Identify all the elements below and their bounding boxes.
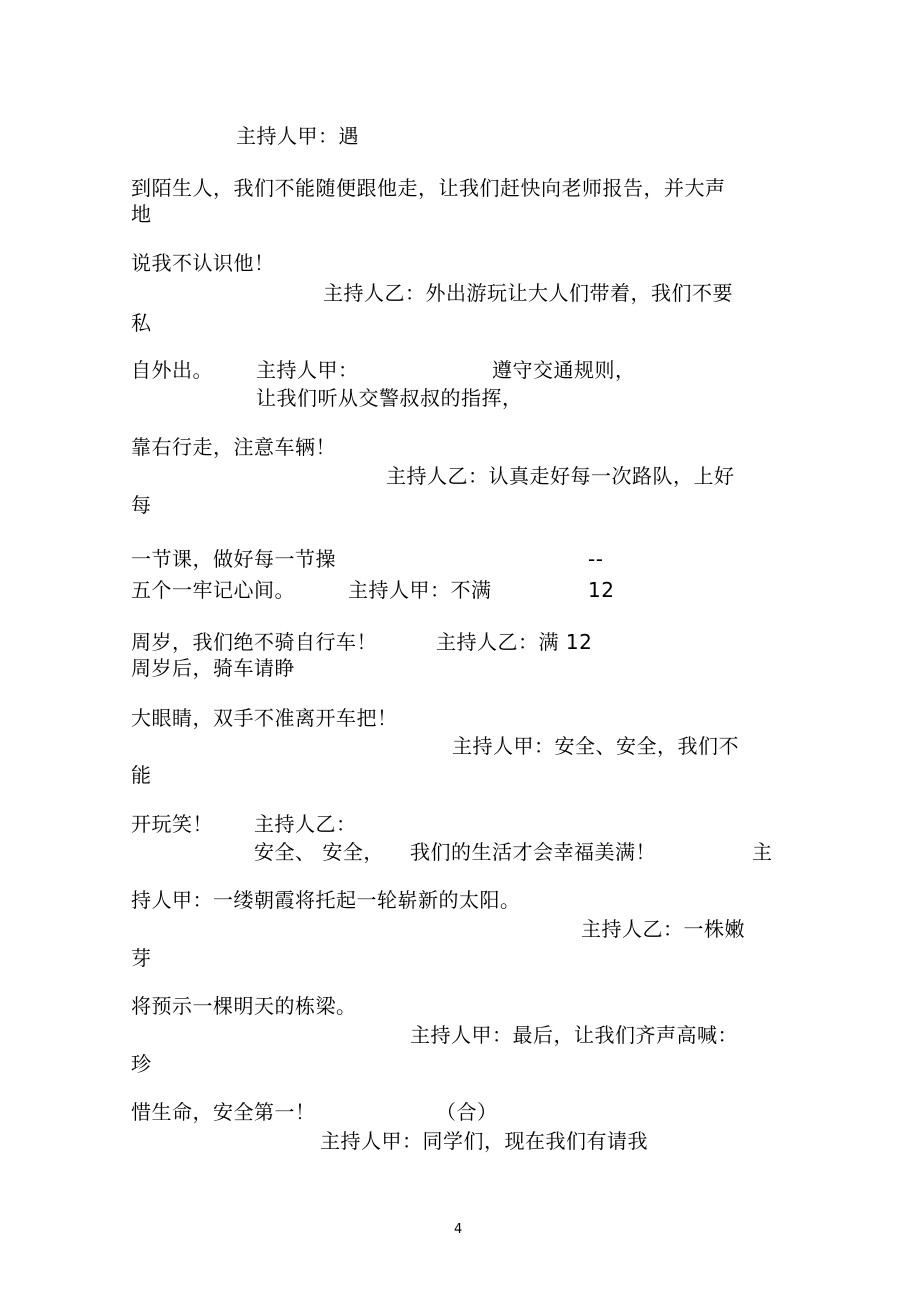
- text-line: 主持人乙：: [254, 812, 357, 836]
- text-line: 主持人乙：外出游玩让大人们带着，我们不要: [323, 281, 733, 305]
- text-line: 到陌生人，我们不能随便跟他走，让我们赶快向老师报告，并大声: [131, 176, 726, 200]
- text-line: 芽: [131, 946, 152, 970]
- text-line: 主持人甲：同学们，现在我们有请我: [320, 1129, 648, 1153]
- text-line: 能: [131, 763, 152, 787]
- text-line: 惜生命，安全第一！: [131, 1100, 316, 1124]
- text-line: 主持人甲：安全、安全，我们不: [452, 734, 739, 758]
- text-line: 主持人乙：一株嫩: [581, 917, 745, 941]
- text-line: 每: [131, 493, 152, 517]
- text-line: （合）: [436, 1100, 498, 1124]
- text-line: 私: [131, 311, 152, 335]
- text-line: 主持人甲：: [256, 358, 359, 382]
- text-line: 大眼睛，双手不准离开车把！: [131, 706, 398, 730]
- text-line: 靠右行走，注意车辆！: [131, 435, 336, 459]
- text-line: 遵守交通规则，: [492, 358, 636, 382]
- text-line: 自外出。: [131, 358, 213, 382]
- text-line: 说我不认识他！: [131, 251, 275, 275]
- text-line: 一节课，做好每一节操: [131, 547, 336, 571]
- text-line: 主持人甲：遇: [236, 124, 359, 148]
- text-line: 地: [131, 202, 152, 226]
- text-line: 周岁后，骑车请睁: [131, 656, 295, 680]
- text-line: 珍: [131, 1052, 152, 1076]
- text-line: 12: [588, 578, 615, 602]
- text-line: 五个一牢记心间。: [131, 578, 295, 602]
- text-line: 开玩笑！: [131, 812, 213, 836]
- text-line: 主持人甲：最后，让我们齐声高喊：: [410, 1023, 738, 1047]
- text-line: 持人甲：一缕朝霞将托起一轮崭新的太阳。: [131, 888, 521, 912]
- text-line: 我们的生活才会幸福美满！: [410, 840, 656, 864]
- text-line: 主持人甲：不满: [348, 578, 492, 602]
- text-line: 周岁，我们绝不骑自行车！: [131, 630, 377, 654]
- text-line: 安全、 安全，: [254, 840, 384, 864]
- text-line: 让我们听从交警叔叔的指挥，: [256, 386, 523, 410]
- text-line: 主持人乙：满 12: [436, 630, 593, 654]
- text-line: --: [588, 547, 604, 571]
- page-number: 4: [454, 1222, 463, 1237]
- text-line: 主: [752, 840, 773, 864]
- text-line: 主持人乙：认真走好每一次路队，上好: [386, 464, 735, 488]
- text-line: 将预示一棵明天的栋梁。: [131, 994, 357, 1018]
